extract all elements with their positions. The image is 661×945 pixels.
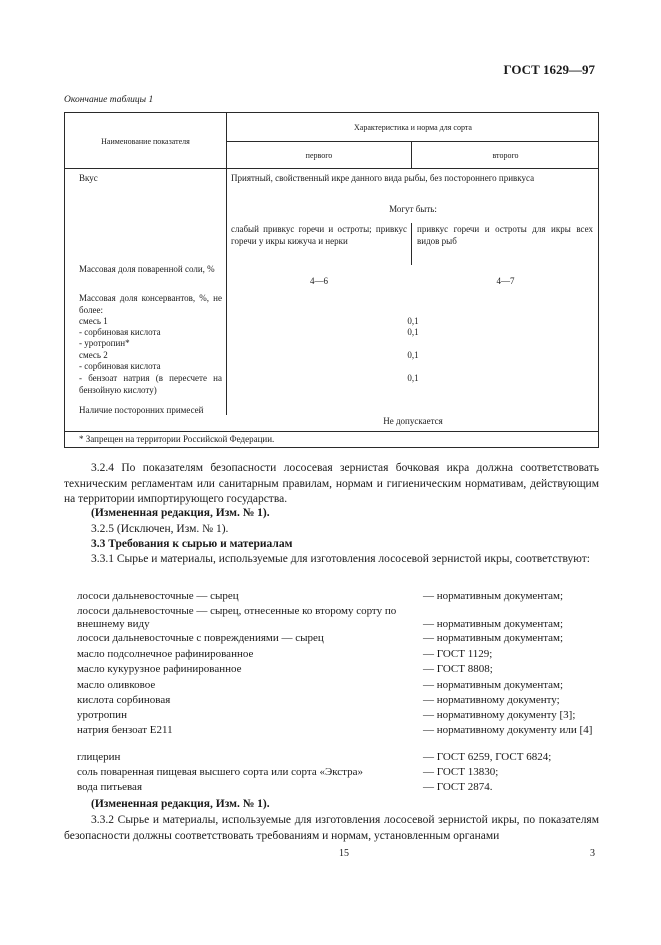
sorbic2-label: - сорбиновая кислота bbox=[79, 361, 161, 371]
sort1-header: первого bbox=[305, 151, 333, 160]
material-standard: — ГОСТ 8808; bbox=[423, 663, 493, 675]
material-standard: — нормативным документам; bbox=[423, 590, 564, 602]
char-header: Характеристика и норма для сорта bbox=[354, 123, 472, 132]
material-standard: — нормативным документам; bbox=[423, 632, 564, 644]
may-be-label: Могут быть: bbox=[389, 204, 437, 214]
table-divider bbox=[411, 223, 412, 265]
standard-number: ГОСТ 1629—97 bbox=[503, 62, 595, 77]
material-standard: — нормативному документу [3]; bbox=[423, 709, 576, 721]
material-name: натрия бензоат Е211 bbox=[77, 724, 173, 736]
material-standard: — ГОСТ 2874. bbox=[423, 781, 493, 793]
mix2-label: смесь 2 bbox=[79, 350, 108, 360]
impurities-value: Не допускается bbox=[383, 416, 443, 426]
urotropin-label: - уротропин* bbox=[79, 338, 130, 348]
section-3-3-title: 3.3 Требования к сырью и материалам bbox=[91, 538, 293, 550]
urotropin-value: 0,1 bbox=[407, 316, 419, 326]
table-footnote: * Запрещен на территории Российской Федерации. bbox=[79, 434, 275, 444]
page-number-center: 15 bbox=[339, 848, 349, 859]
taste-sort2: привкус горечи и остроты для икры всех видов рыб bbox=[417, 224, 593, 246]
material-standard: — ГОСТ 6259, ГОСТ 6824; bbox=[423, 751, 552, 763]
material-standard: — нормативному документу; bbox=[423, 694, 560, 706]
material-standard: — нормативным документам; bbox=[423, 679, 564, 691]
material-name: масло подсолнечное рафинированное bbox=[77, 648, 254, 660]
salt-sort2: 4—7 bbox=[496, 276, 515, 286]
mix2-value: 0,1 bbox=[407, 350, 419, 360]
taste-description: Приятный, свойственный икре данного вида рыбы, без постороннего привкуса bbox=[231, 173, 535, 183]
taste-label: Вкус bbox=[79, 173, 98, 183]
salt-label: Массовая доля поваренной соли, % bbox=[79, 264, 215, 274]
taste-sort1: слабый привкус горечи и остроты; привкус горечи у икры кижуча и нерки bbox=[231, 224, 407, 246]
preservatives-label: Массовая доля консервантов, %, не более: bbox=[79, 293, 222, 315]
material-name: глицерин bbox=[77, 751, 121, 763]
sorbic1-value: 0,1 bbox=[407, 327, 419, 337]
salt-sort1: 4—6 bbox=[310, 276, 328, 286]
material-standard: — нормативным документам; bbox=[423, 618, 564, 630]
benzoate-value: 0,1 bbox=[407, 373, 419, 383]
material-standard: — ГОСТ 13830; bbox=[423, 766, 499, 778]
material-standard: — ГОСТ 1129; bbox=[423, 648, 493, 660]
mix1-label: смесь 1 bbox=[79, 316, 108, 326]
material-name: соль поваренная пищевая высшего сорта или сорта «Экстра» bbox=[77, 766, 364, 778]
material-name: масло оливковое bbox=[77, 679, 156, 691]
col-name-header: Наименование показателя bbox=[101, 137, 190, 146]
material-name: масло кукурузное рафинированное bbox=[77, 663, 242, 675]
benzoate-label: - бензоат натрия (в пересчете на бензойную кислоту) bbox=[79, 373, 222, 395]
paragraph-3-2-4: 3.2.4 По показателям безопасности лососевая зернистая бочковая икра должна соответствовать техническим регламентам или санитарным правилам, нормам и гигиеническим нормативам, действующим на территории импортирующего государства. bbox=[64, 462, 599, 505]
table-divider bbox=[65, 431, 599, 432]
material-name: лососи дальневосточные с повреждениями — сырец bbox=[77, 632, 324, 644]
paragraph-3-3-1: 3.3.1 Сырье и материалы, используемые для изготовления лососевой зернистой икры, соответствуют: bbox=[91, 553, 590, 565]
sort2-header: второго bbox=[492, 151, 519, 160]
material-standard: — нормативному документу или [4] bbox=[423, 724, 593, 736]
table-caption: Окончание таблицы 1 bbox=[64, 95, 154, 105]
edit-note-2: (Измененная редакция, Изм. № 1). bbox=[91, 798, 270, 810]
material-name: лососи дальневосточные — сырец, отнесенные ко второму сорту по внешнему виду bbox=[77, 605, 397, 630]
sorbic1-label: - сорбиновая кислота bbox=[79, 327, 161, 337]
edit-note-1: (Измененная редакция, Изм. № 1). bbox=[91, 507, 270, 519]
table-divider bbox=[65, 168, 599, 169]
paragraph-3-2-5: 3.2.5 (Исключен, Изм. № 1). bbox=[91, 523, 229, 535]
indicators-table bbox=[64, 112, 599, 448]
material-name: лососи дальневосточные — сырец bbox=[77, 590, 239, 602]
material-name: уротропин bbox=[77, 709, 127, 721]
page-number-right: 3 bbox=[590, 848, 595, 859]
table-divider bbox=[226, 141, 599, 142]
material-name: вода питьевая bbox=[77, 781, 143, 793]
material-name: кислота сорбиновая bbox=[77, 694, 171, 706]
paragraph-3-3-2: 3.3.2 Сырье и материалы, используемые для изготовления лососевой зернистой икры, по показателям безопасности должны соответствовать требованиям и нормам, установленным органами bbox=[64, 814, 599, 842]
impurities-label: Наличие посторонних примесей bbox=[79, 405, 204, 415]
